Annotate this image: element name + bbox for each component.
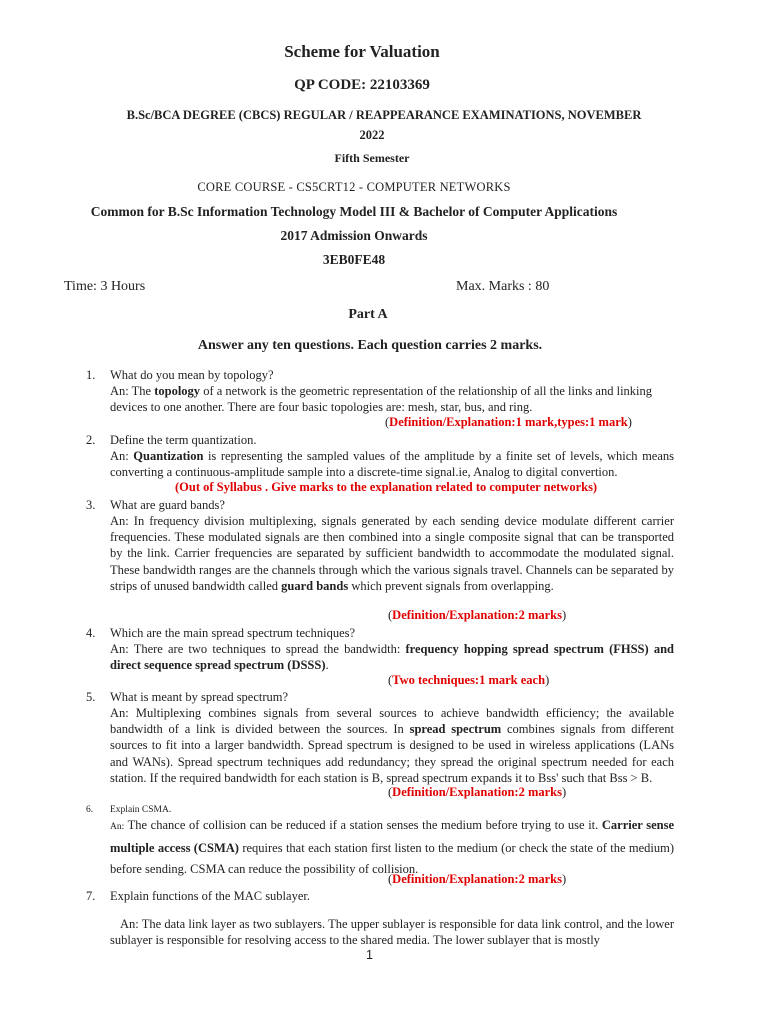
answer-3 — [110, 513, 674, 594]
max-marks: Max. Marks : 80 — [456, 279, 550, 294]
answer-text: An: There are two techniques to spread the bandwidth: — [110, 642, 406, 656]
common-for: Common for B.Sc Information Technology Model III & Bachelor of Computer Applications — [90, 204, 618, 219]
marks-text: Definition/Explanation:2 marks — [392, 785, 562, 799]
answer-text: An: The data link layer as two sublayers. The upper sublayer is responsible for data link control, and the lower sublayer is responsible for resolving access to the shared media. The lower sublayer that is mostly — [110, 917, 674, 948]
question-text: Which are the main spread spectrum techniques? — [110, 626, 356, 640]
course-title: CORE COURSE - CS5CRT12 - COMPUTER NETWORKS — [197, 180, 511, 194]
answer-keyword: Quantization — [133, 449, 204, 463]
qp-code: QP CODE: 22103369 — [294, 77, 430, 93]
question-text: Explain functions of the MAC sublayer. — [110, 889, 310, 903]
answer-7 — [110, 916, 674, 948]
answer-text: . — [325, 658, 329, 673]
marks-text: Two techniques:1 mark each — [392, 673, 546, 687]
question-text: What are guard bands? — [110, 498, 225, 512]
answer-text: devices to one another. There are four basic topologies are: mesh, star, bus, and ring. — [110, 400, 533, 415]
marks-scheme-2: (Out of Syllabus . Give marks to the explanation related to computer networks) — [175, 480, 598, 494]
part-instruction: Answer any ten questions. Each question carries 2 marks. — [197, 338, 543, 353]
answer-text: An: In frequency division multiplexing, signals generated by each sending device modulate different carrier frequencies. These modulated signals are then combined into a single composite signal that can be transported by the link. Carrier frequencies are separated by sufficient bandwidth to accommodate the modulated signal. These bandwidth ranges are the channels through which the various signals travel. Channels can be separated by strips of unused bandwidth called — [110, 514, 674, 593]
answer-keyword: topology — [154, 384, 201, 398]
admission-line: 2017 Admission Onwards — [280, 228, 428, 243]
answer-label: An: — [110, 822, 125, 832]
exam-time: Time: 3 Hours — [64, 279, 146, 294]
question-text: Define the term quantization. — [110, 433, 257, 447]
answer-keyword: frequency hopping spread spectrum (FHSS) and direct sequence spread spectrum (DSSS) — [110, 642, 674, 673]
part-heading: Part A — [348, 307, 388, 322]
answer-text: An: — [110, 449, 134, 463]
answer-6 — [110, 815, 674, 880]
answer-text: is representing the sampled values of the amplitude by a finite set of levels, which means converting a continuous-amplitude sample into a discrete-time signal.ie, Analog to digital convertion. — [110, 449, 675, 480]
answer-text: of a network is the geometric representation of the relationship of all the links and linking — [200, 384, 653, 398]
answer-text: An: The — [110, 384, 155, 398]
answer-4 — [110, 641, 674, 673]
marks-scheme-3: (Definition/Explanation:2 marks) — [388, 608, 567, 622]
marks-text: Definition/Explanation:2 marks — [392, 872, 562, 886]
answer-text: The chance of collision can be reduced if a station senses the medium before trying to use it. — [124, 818, 602, 832]
marks-scheme-4: (Two techniques:1 mark each) — [388, 673, 550, 687]
answer-5 — [110, 705, 674, 786]
question-text: What do you mean by topology? — [110, 368, 274, 382]
question-number: 5. — [86, 690, 96, 704]
question-number: 3. — [86, 498, 96, 512]
question-number: 4. — [86, 626, 96, 640]
question-number: 2. — [86, 433, 96, 447]
question-number: 6. — [86, 805, 94, 815]
marks-scheme-1: (Definition/Explanation:1 mark,types:1 mark) — [385, 415, 632, 429]
answer-text: which prevent signals from overlapping. — [348, 578, 554, 593]
question-text: Explain CSMA. — [110, 805, 172, 815]
answer-2 — [110, 448, 674, 480]
answer-keyword: guard bands — [281, 578, 349, 593]
exam-year: 2022 — [359, 128, 385, 142]
paper-code: 3EB0FE48 — [322, 252, 386, 267]
answer-text: An: Multiplexing combines signals from several sources to achieve bandwidth efficiency; the available bandwidth of a link is divided between the sources. In — [110, 706, 674, 737]
question-text: What is meant by spread spectrum? — [110, 690, 289, 704]
answer-text: combines signals from different sources to fit into a larger bandwidth. Spread spectrum is designed to be used in wireless applications (LANs and WANs). Spread spectrum techniques add redundancy; they spread the original spectrum needed for each station. If the required bandwidth for each station is B, spread spectrum expands it to Bss' such that Bss > B. — [110, 722, 674, 785]
marks-text: Definition/Explanation:1 mark,types:1 mark — [389, 415, 628, 429]
page-number: 1 — [366, 948, 373, 962]
question-number: 7. — [86, 889, 96, 903]
marks-scheme-6: (Definition/Explanation:2 marks) — [388, 872, 567, 886]
answer-1 — [110, 383, 674, 415]
answer-keyword: Carrier sense multiple access (CSMA) — [110, 818, 674, 855]
marks-text: Definition/Explanation:2 marks — [392, 608, 562, 622]
answer-text: requires that each station first listen to the medium (or check the state of the medium) before sending. CSMA can reduce the possibility of collision. — [110, 841, 674, 876]
marks-scheme-5: (Definition/Explanation:2 marks) — [388, 785, 567, 799]
question-number: 1. — [86, 368, 96, 382]
document-title: Scheme for Valuation — [284, 42, 440, 61]
semester: Fifth Semester — [334, 151, 410, 165]
answer-keyword: spread spectrum — [409, 722, 502, 737]
degree-line: B.Sc/BCA DEGREE (CBCS) REGULAR / REAPPEARANCE EXAMINATIONS, NOVEMBER — [126, 108, 642, 122]
